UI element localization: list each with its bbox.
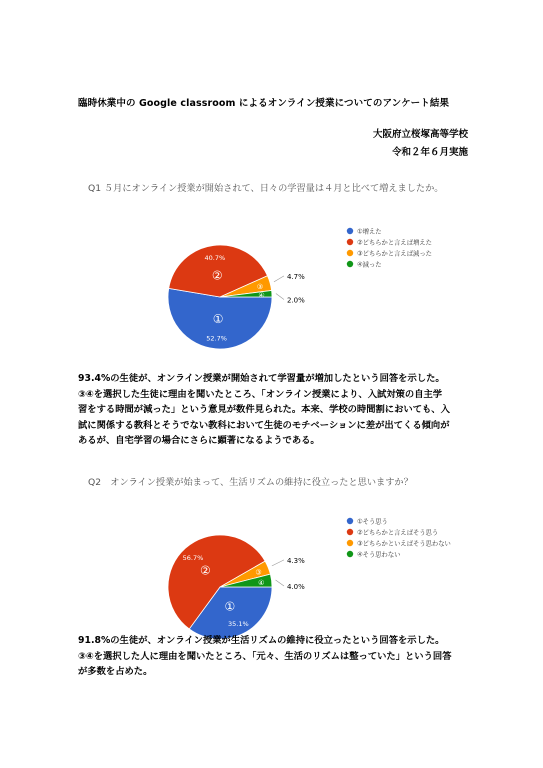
leader-line <box>274 276 284 282</box>
legend-swatch <box>347 529 353 535</box>
paragraph-line: ③④を選択した生徒に理由を聞いたところ、「オンライン授業により、入試対策の自主学 <box>78 388 443 400</box>
paragraph-line: が多数を占めた。 <box>78 666 153 677</box>
legend-label: ①増えた <box>357 228 382 236</box>
slice-marker: ② <box>211 268 223 283</box>
slice-marker: ④ <box>258 578 265 587</box>
leader-line <box>276 580 284 586</box>
slice-marker: ② <box>200 563 211 578</box>
paragraph-line: ③④を選択した人に理由を聞いたところ、「元々、生活のリズムは整っていた」という回答 <box>78 650 452 662</box>
pie-chart-q1 <box>150 217 480 367</box>
legend-swatch <box>347 228 353 234</box>
legend-swatch <box>347 540 353 546</box>
legend-swatch <box>347 261 353 267</box>
slice-marker: ④ <box>258 291 265 300</box>
legend-label: ④そう思わない <box>357 551 401 559</box>
slice-value-label: 40.7% <box>204 253 226 262</box>
legend-swatch <box>347 250 353 256</box>
legend-label: ②どちらかと言えば増えた <box>357 239 432 247</box>
survey-date: 令和２年６月実施 <box>391 147 468 158</box>
paragraph-line: 91.8%の生徒が、オンライン授業が生活リズムの維持に役立ったという回答を示した。 <box>78 635 445 646</box>
question-2: Q2 オンライン授業が始まって、生活リズムの維持に役立ったと思いますか？ <box>88 477 413 488</box>
paragraph-line: 試に関係する教科とそうでない教科において生徒のモチベーションに差が出てくる傾向が <box>78 419 450 431</box>
slice-value-label: 4.3% <box>287 556 305 565</box>
slice-value-label: 4.7% <box>287 272 305 281</box>
paragraph-line: 習をする時間が減った」という意見が数件見られた。本来、学校の時間割においても、入 <box>78 404 450 415</box>
analysis-paragraph-q1 <box>78 371 473 449</box>
leader-line <box>272 560 284 566</box>
leader-line <box>276 293 284 299</box>
legend-label: ③どちらかといえばそう思わない <box>357 540 451 548</box>
slice-marker: ① <box>224 599 236 614</box>
legend-label: ④減った <box>357 261 382 269</box>
legend-label: ①そう思う <box>357 518 388 526</box>
legend-label: ②どちらかと言えばそう思う <box>357 529 439 537</box>
slice-marker: ③ <box>256 282 264 291</box>
slice-value-label: 2.0% <box>287 296 305 305</box>
slice-marker: ③ <box>255 568 262 577</box>
legend-label: ③どちらかと言えば減った <box>357 250 432 258</box>
slice-marker: ① <box>212 311 224 326</box>
slice-value-label: 4.0% <box>287 582 305 591</box>
school-name: 大阪府立桜塚高等学校 <box>372 129 468 140</box>
slice-value-label: 35.1% <box>228 620 249 629</box>
paragraph-line: あるが、自宅学習の場合にさらに顕著になるようである。 <box>78 435 320 446</box>
paragraph-line: 93.4%の生徒が、オンライン授業が開始されて学習量が増加したという回答を示した。 <box>78 373 445 384</box>
legend-swatch <box>347 239 353 245</box>
analysis-paragraph-q2 <box>78 633 473 680</box>
legend-swatch <box>347 518 353 524</box>
slice-value-label: 52.7% <box>206 334 227 343</box>
question-1: Q1 ５月にオンライン授業が開始されて、日々の学習量は４月と比べて増えましたか。 <box>88 183 444 194</box>
slice-value-label: 56.7% <box>182 553 204 562</box>
legend-swatch <box>347 551 353 557</box>
document-title: 臨時休業中の Google classroom によるオンライン授業についてのアンケート結果 <box>78 98 450 109</box>
